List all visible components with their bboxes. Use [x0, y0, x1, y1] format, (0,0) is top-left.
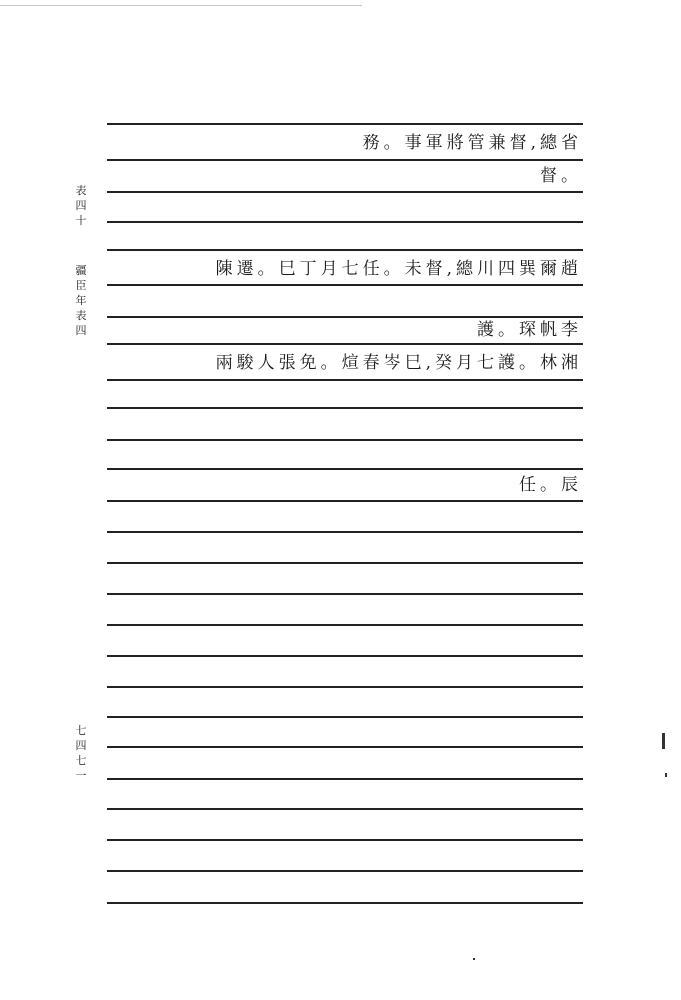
scan-mark	[662, 733, 665, 749]
side-label-mid: 疆臣年表四	[75, 264, 87, 337]
row-4-text: 陳遷。巳丁月七任。未督,總川四巽爾趙	[215, 259, 582, 279]
page-number: 七四七一	[75, 724, 87, 782]
row-2-text: 督。	[540, 166, 582, 186]
row-6-text: 護。琛帆李	[477, 320, 582, 340]
side-label-top: 表四十	[75, 184, 87, 227]
row-1-text: 務。事軍將管兼督,總省	[362, 133, 582, 153]
row-7-text: 兩駿人張免。煊春岑巳,癸月七護。林湘	[215, 353, 582, 373]
scan-dot-bottom	[473, 958, 475, 960]
scan-dot	[665, 773, 667, 777]
top-rule	[0, 5, 362, 6]
row-10-text: 任。辰	[519, 475, 582, 495]
